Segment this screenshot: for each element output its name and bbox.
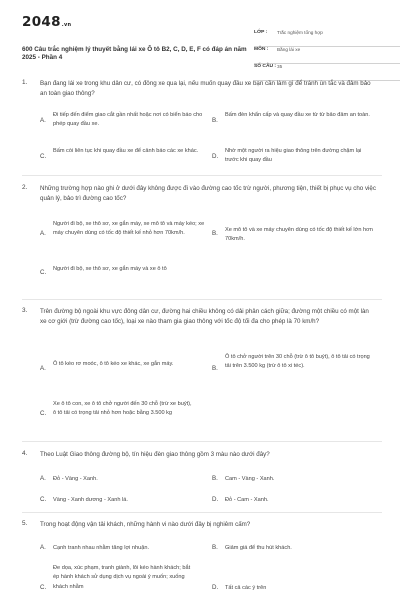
option-letter: D.	[212, 496, 219, 503]
question-text: Trong hoạt động vận tải khách, những hành vi nào dưới đây bị nghiêm cấm?	[40, 521, 251, 528]
question-divider	[22, 299, 382, 300]
option-text: Xe mô tô và xe máy chuyên dùng có tốc độ thiết kế lớn hơn 70km/h.	[225, 227, 373, 243]
question-text: Bạn đang lái xe trong khu dân cư, có đông xe qua lại, nếu muốn quay đầu xe bạn cần làm gì để tránh ùn tắc và đảm bảo an toàn giao thông?	[40, 80, 371, 98]
option-letter: B.	[212, 544, 218, 551]
option-text: Đỏ - Vàng - Xanh.	[53, 476, 98, 482]
option-text: Bấm đèn khẩn cấp và quay đầu xe từ từ bảo đảm an toàn.	[225, 112, 370, 118]
question-number: 4.	[22, 450, 28, 457]
option-letter: A.	[40, 117, 46, 124]
option-letter: A.	[40, 230, 46, 237]
option-text: Người đi bộ, xe thô sơ, xe gắn máy, xe mô tô và máy kéo; xe máy chuyên dùng có tốc độ thiết kế nhỏ hơn 70km/h.	[53, 221, 205, 237]
option-text: Bấm còi liên tục khi quay đầu xe để cảnh báo các xe khác.	[53, 148, 199, 154]
option-text: Nhờ một người ra hiệu giao thông trên đường chậm lại trước khi quay đầu	[225, 148, 362, 164]
site-logo[interactable]	[22, 14, 71, 30]
option-letter: B.	[212, 230, 218, 237]
question-divider	[22, 512, 382, 513]
option-letter: A.	[40, 365, 46, 372]
option-letter: A.	[40, 475, 46, 482]
meta-class-label: LỚP :	[254, 30, 268, 35]
question-divider	[22, 441, 382, 442]
option-letter: B.	[212, 117, 218, 124]
option-text: Xe ô tô con, xe ô tô chở người đến 30 chỗ (trừ xe buýt), ô tô tải có trọng tải nhỏ hơn hoặc bằng 3.500 kg	[53, 401, 192, 417]
logo-suffix: .vn	[61, 22, 72, 28]
document-title: 600 Câu trắc nghiệm lý thuyết bằng lái xe Ô tô B2, C, D, E, F có đáp án năm 2025 - Phần 4	[22, 46, 247, 62]
option-letter: A.	[40, 544, 46, 551]
option-text: Tất cả các ý trên	[225, 585, 267, 591]
meta-count-label: SỐ CÂU :	[254, 64, 277, 69]
option-letter: D.	[212, 153, 219, 160]
question-text: Theo Luật Giao thông đường bộ, tín hiệu đèn giao thông gồm 3 màu nào dưới đây?	[40, 451, 270, 458]
option-text: Ô tô kéo rơ moóc, ô tô kéo xe khác, xe gắn máy.	[53, 361, 174, 367]
meta-class-value: Trắc nghiệm tổng hợp	[277, 30, 323, 35]
option-letter: C.	[40, 584, 47, 591]
option-text: Vàng - Xanh dương - Xanh lá.	[53, 497, 128, 503]
question-number: 1.	[22, 79, 28, 86]
meta-subject-value: Bằng lái xe	[277, 47, 301, 52]
meta-subject-label: MÔN :	[254, 47, 269, 52]
option-text: Đi tiếp đến điểm giao cắt gần nhất hoặc nơi có biển báo cho phép quay đầu xe.	[53, 112, 203, 128]
option-text: Cạnh tranh nhau nhằm tăng lợi nhuận.	[53, 545, 150, 551]
option-text: Cam - Vàng - Xanh.	[225, 476, 275, 482]
option-letter: D.	[212, 584, 219, 591]
question-text: Những trường hợp nào ghi ở dưới đây không được đi vào đường cao tốc trừ người, phương tiện, thiết bị phục vụ cho việc quản lý, bảo trì đường cao tốc?	[40, 185, 376, 203]
logo-main: 2048	[22, 14, 61, 30]
option-letter: B.	[212, 365, 218, 372]
question-text: Trên đường bộ ngoài khu vực đông dân cư, đường hai chiều không có dải phân cách giữa; đường một chiều có một làn xe cơ giới (trừ đường cao tốc), loại xe nào tham gia giao thông với tốc độ tối đa cho phép là 70 km/h?	[40, 308, 369, 326]
option-letter: C.	[40, 153, 47, 160]
option-text: Đỏ - Cam - Xanh.	[225, 497, 269, 503]
option-letter: C.	[40, 410, 47, 417]
question-number: 3.	[22, 307, 28, 314]
meta-subject-row	[254, 47, 400, 64]
question-number: 2.	[22, 184, 28, 191]
option-text: Giảm giá để thu hút khách.	[225, 545, 292, 551]
option-text: Người đi bộ, xe thô sơ, xe gắn máy và xe ô tô	[53, 266, 167, 272]
option-text: Đe dọa, xúc phạm, tranh giành, lôi kéo hành khách; bắt ép hành khách sử dụng dịch vụ ngoài ý muốn; xuống khách nhằm	[53, 565, 191, 590]
question-number: 5.	[22, 520, 28, 527]
document-meta	[254, 30, 400, 81]
meta-count-value: 35	[277, 64, 283, 69]
question-divider	[22, 175, 382, 176]
option-letter: B.	[212, 475, 218, 482]
option-letter: C.	[40, 496, 47, 503]
option-letter: C.	[40, 269, 47, 276]
option-text: Ô tô chở người trên 30 chỗ (trừ ô tô buýt), ô tô tải có trọng tải trên 3.500 kg (trừ ô tô xi téc).	[225, 354, 370, 370]
meta-class-row	[254, 30, 400, 47]
